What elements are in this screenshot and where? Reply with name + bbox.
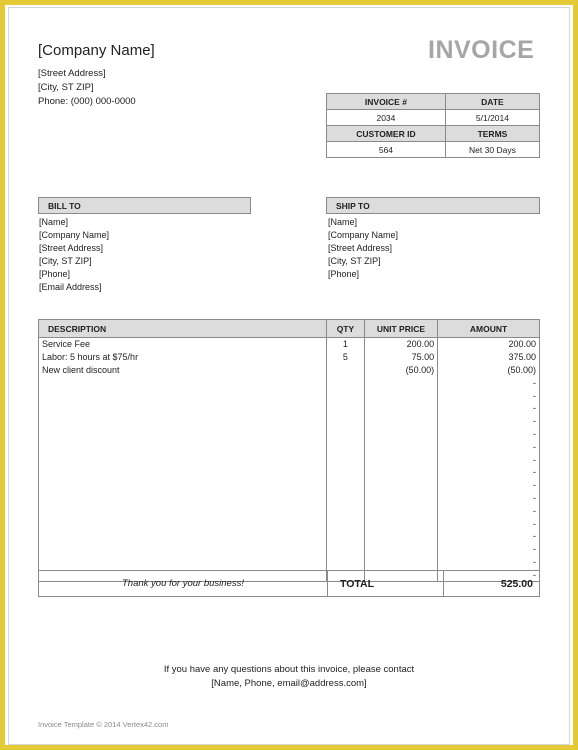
table-row[interactable]: [39, 376, 540, 389]
ship-to-city[interactable]: [City, ST ZIP]: [328, 256, 381, 266]
item-amount-cell[interactable]: -: [438, 492, 540, 505]
company-street[interactable]: [Street Address]: [38, 68, 106, 79]
template-credit: Invoice Template © 2014 Vertex42.com: [38, 720, 169, 729]
table-row[interactable]: [39, 440, 540, 453]
item-description-cell[interactable]: [39, 453, 327, 466]
item-qty-cell[interactable]: [327, 517, 365, 530]
item-description-cell[interactable]: [39, 556, 327, 569]
item-amount-cell[interactable]: -: [438, 556, 540, 569]
table-row[interactable]: [39, 517, 540, 530]
total-label: TOTAL: [328, 571, 444, 597]
date-label: DATE: [445, 94, 539, 110]
bill-to-street[interactable]: [Street Address]: [39, 243, 104, 253]
item-amount-cell[interactable]: -: [438, 568, 540, 581]
invoice-number-label: INVOICE #: [327, 94, 446, 110]
terms-cell[interactable]: Net 30 Days: [445, 142, 539, 158]
table-row[interactable]: [39, 556, 540, 569]
item-unit-price-cell[interactable]: [364, 517, 437, 530]
line-items-body: [39, 338, 540, 582]
item-description-cell[interactable]: [39, 402, 327, 415]
table-row[interactable]: [39, 543, 540, 556]
table-row[interactable]: [39, 389, 540, 402]
item-unit-price-cell[interactable]: [364, 543, 437, 556]
item-description-cell[interactable]: [39, 376, 327, 389]
item-unit-price-cell[interactable]: 200.00: [364, 338, 437, 351]
item-amount-cell[interactable]: -: [438, 479, 540, 492]
thank-you-note: Thank you for your business!: [39, 571, 328, 597]
customer-id-label: CUSTOMER ID: [327, 126, 446, 142]
item-qty-cell[interactable]: [327, 543, 365, 556]
table-row[interactable]: [39, 453, 540, 466]
table-row[interactable]: [39, 530, 540, 543]
item-unit-price-cell[interactable]: [364, 466, 437, 479]
item-description-cell[interactable]: [39, 415, 327, 428]
total-table: [38, 570, 540, 597]
line-items-table: [38, 319, 540, 582]
item-description-cell[interactable]: Labor: 5 hours at $75/hr: [39, 351, 327, 364]
amount-header: AMOUNT: [438, 320, 540, 338]
item-amount-cell[interactable]: -: [438, 517, 540, 530]
item-amount-cell[interactable]: -: [438, 415, 540, 428]
item-amount-cell[interactable]: -: [438, 504, 540, 517]
table-row[interactable]: [39, 338, 540, 351]
item-unit-price-cell[interactable]: [364, 428, 437, 441]
item-amount-cell[interactable]: -: [438, 428, 540, 441]
item-qty-cell[interactable]: 5: [327, 351, 365, 364]
item-description-cell[interactable]: [39, 440, 327, 453]
item-qty-cell[interactable]: [327, 504, 365, 517]
item-unit-price-cell[interactable]: [364, 376, 437, 389]
invoice-meta-table: [326, 93, 540, 158]
unit-price-header: UNIT PRICE: [364, 320, 437, 338]
table-row[interactable]: [39, 504, 540, 517]
item-qty-cell[interactable]: [327, 415, 365, 428]
item-amount-cell[interactable]: -: [438, 543, 540, 556]
table-row[interactable]: [39, 492, 540, 505]
item-unit-price-cell[interactable]: [364, 402, 437, 415]
item-unit-price-cell[interactable]: [364, 389, 437, 402]
qty-header: QTY: [327, 320, 365, 338]
item-amount-cell[interactable]: -: [438, 453, 540, 466]
item-amount-cell[interactable]: -: [438, 402, 540, 415]
company-city[interactable]: [City, ST ZIP]: [38, 82, 94, 93]
item-qty-cell[interactable]: [327, 389, 365, 402]
item-amount-cell[interactable]: (50.00): [438, 364, 540, 377]
item-qty-cell[interactable]: [327, 492, 365, 505]
item-unit-price-cell[interactable]: [364, 440, 437, 453]
item-unit-price-cell[interactable]: (50.00): [364, 364, 437, 377]
item-unit-price-cell[interactable]: [364, 492, 437, 505]
terms-label: TERMS: [445, 126, 539, 142]
item-qty-cell[interactable]: [327, 556, 365, 569]
table-row[interactable]: [39, 466, 540, 479]
item-amount-cell[interactable]: -: [438, 440, 540, 453]
bill-to-email[interactable]: [Email Address]: [39, 282, 102, 292]
item-description-cell[interactable]: Service Fee: [39, 338, 327, 351]
date-cell[interactable]: 5/1/2014: [445, 110, 539, 126]
table-row[interactable]: [39, 479, 540, 492]
item-description-cell[interactable]: [39, 492, 327, 505]
item-qty-cell[interactable]: [327, 376, 365, 389]
item-description-cell[interactable]: [39, 517, 327, 530]
description-header: DESCRIPTION: [39, 320, 327, 338]
ship-to-company[interactable]: [Company Name]: [328, 230, 399, 240]
item-amount-cell[interactable]: 375.00: [438, 351, 540, 364]
item-unit-price-cell[interactable]: [364, 415, 437, 428]
table-row[interactable]: [39, 428, 540, 441]
contact-info[interactable]: [Name, Phone, email@address.com]: [211, 678, 367, 689]
item-unit-price-cell[interactable]: [364, 453, 437, 466]
table-row[interactable]: [39, 364, 540, 377]
item-unit-price-cell[interactable]: [364, 530, 437, 543]
item-qty-cell[interactable]: [327, 402, 365, 415]
item-qty-cell[interactable]: [327, 453, 365, 466]
item-description-cell[interactable]: [39, 428, 327, 441]
item-amount-cell[interactable]: -: [438, 530, 540, 543]
ship-to-street[interactable]: [Street Address]: [328, 243, 393, 253]
item-unit-price-cell[interactable]: [364, 504, 437, 517]
invoice-title: INVOICE: [428, 36, 535, 64]
company-phone[interactable]: Phone: (000) 000-0000: [38, 96, 136, 107]
item-description-cell[interactable]: [39, 530, 327, 543]
item-amount-cell[interactable]: 200.00: [438, 338, 540, 351]
item-qty-cell[interactable]: [327, 479, 365, 492]
item-amount-cell[interactable]: -: [438, 389, 540, 402]
table-row[interactable]: [39, 415, 540, 428]
item-qty-cell[interactable]: [327, 364, 365, 377]
item-description-cell[interactable]: [39, 466, 327, 479]
bill-to-company[interactable]: [Company Name]: [39, 230, 110, 240]
invoice-number-cell[interactable]: 2034: [327, 110, 446, 126]
item-description-cell[interactable]: [39, 504, 327, 517]
item-unit-price-cell[interactable]: 75.00: [364, 351, 437, 364]
item-amount-cell[interactable]: -: [438, 376, 540, 389]
total-value: 525.00: [443, 571, 539, 597]
item-unit-price-cell[interactable]: [364, 556, 437, 569]
contact-note: If you have any questions about this invoice, please contact: [163, 664, 415, 675]
bill-to-phone[interactable]: [Phone]: [39, 269, 71, 279]
item-unit-price-cell[interactable]: [364, 479, 437, 492]
item-qty-cell[interactable]: 1: [327, 338, 365, 351]
ship-to-phone[interactable]: [Phone]: [328, 269, 360, 279]
table-row[interactable]: [39, 351, 540, 364]
item-description-cell[interactable]: New client discount: [39, 364, 327, 377]
item-qty-cell[interactable]: [327, 466, 365, 479]
item-qty-cell[interactable]: [327, 440, 365, 453]
bill-to-city[interactable]: [City, ST ZIP]: [39, 256, 92, 266]
customer-id-cell[interactable]: 564: [327, 142, 446, 158]
item-description-cell[interactable]: [39, 389, 327, 402]
ship-to-name[interactable]: [Name]: [328, 217, 358, 227]
table-row[interactable]: [39, 402, 540, 415]
item-description-cell[interactable]: [39, 479, 327, 492]
item-qty-cell[interactable]: [327, 428, 365, 441]
item-qty-cell[interactable]: [327, 530, 365, 543]
item-description-cell[interactable]: [39, 543, 327, 556]
company-name[interactable]: [Company Name]: [38, 42, 155, 59]
bill-to-header: BILL TO: [38, 197, 251, 214]
bill-to-name[interactable]: [Name]: [39, 217, 69, 227]
ship-to-header: SHIP TO: [326, 197, 540, 214]
item-amount-cell[interactable]: -: [438, 466, 540, 479]
